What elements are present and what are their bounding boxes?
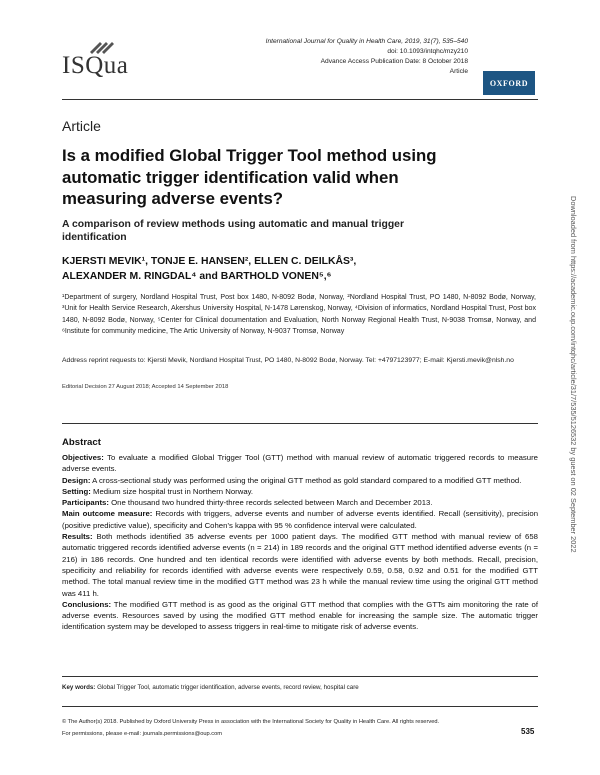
article-type-label: Article xyxy=(449,68,468,75)
paper-subtitle: A comparison of review methods using automatic and manual trigger identification xyxy=(62,219,404,243)
authors-line-2: ALEXANDER M. RINGDAL⁴ and BARTHOLD VONEN⁵,⁶ xyxy=(62,271,332,282)
reprint-address: Address reprint requests to: Kjersti Mevik, Nordland Hospital Trust, PO 1480, N-8092 Bodø, Norway. Tel: +4797123977; E-mail: Kjersti.mevik@nlsh.no xyxy=(62,357,514,364)
editorial-dates: Editorial Decision 27 August 2018; Accepted 14 September 2018 xyxy=(62,384,229,390)
advance-access-date: Advance Access Publication Date: 8 October 2018 xyxy=(320,58,468,65)
keywords-label: Key words: xyxy=(62,684,96,691)
copyright-line: © The Author(s) 2018. Published by Oxford University Press in association with the International Society for Quality in Health Care. All rights reserved. xyxy=(62,719,440,725)
footer-divider xyxy=(62,706,538,707)
oxford-badge: OXFORD xyxy=(483,71,535,95)
journal-citation: International Journal for Quality in Health Care, 2019, 31(7), 535–540 xyxy=(265,38,468,45)
abstract-design: Design: A cross-sectional study was performed using the original GTT method as gold standard compared to a modified GTT method. xyxy=(62,475,522,485)
affiliations: ¹Department of surgery, Nordland Hospital Trust, Post box 1480, N-8092 Bodø, Norway, ²Nordland Hospital Trust, PO 1480, N-8092 Bodø, Norway, ³Unit for Health Service Research, Akershus University Hospital, N-1478 Lørenskog, Norway, ⁴Division of informatics, Nordland Hospital Trust, Post box 1480, N-8092 Bodø, Norway, ⁵Center for Clinical documentation and Evaluation, North Norway Regional Health Trust, N-9038 Tromsø, Norway, and ⁶Institute for community medicine, The Artic University of Norway, N-9037 Tromsø, Norway xyxy=(62,294,536,335)
copyright-footer xyxy=(62,716,439,740)
isqua-logo xyxy=(62,40,142,88)
abstract-body xyxy=(62,452,538,633)
abstract-results: Results: Both methods identified 35 adverse events per 1000 patient days. The modified GTT method with manual review of 658 automatic triggered records identified adverse events (n = 214) in 189 records and the original GTT method identified adverse events (n = 216) in 186 records. One hundred and ten identical records were identified with adverse events by both methods. Recall, precision, specificity and reliability for records identified with adverse events were respectively 0.59, 0.58, 0.92 and 0.51 for the modified GTT method. The total manual review time in the modified GTT method was 23 h while the manual review time using the original GTT method was 411 h. xyxy=(62,532,538,598)
article-type-heading: Article xyxy=(62,118,101,134)
keywords xyxy=(62,684,359,691)
authors-line-1: KJERSTI MEVIK¹, TONJE E. HANSEN², ELLEN C. DEILKÅS³, xyxy=(62,256,357,267)
author-list xyxy=(62,254,482,284)
logo-text: ISQua xyxy=(62,52,129,79)
abstract-bottom-divider xyxy=(62,676,538,677)
permissions-line: For permissions, please e-mail: journals.permissions@oup.com xyxy=(62,731,223,737)
abstract-participants: Participants: One thousand two hundred thirty-three records selected between March and December 2013. xyxy=(62,498,433,508)
download-watermark: Downloaded from https://academic.oup.com/intqhc/article/31/7/535/5126532 by guest on 02 September 2022 xyxy=(569,196,578,553)
abstract-conclusions: Conclusions: The modified GTT method is as good as the original GTT method that complies with the GTTs aim monitoring the rate of adverse events. Resources saved by using the modified GTT method enable for increasing the sample size. The automatic trigger identification system may be developed to assess triggers in real-time to mitigate risk of adverse events. xyxy=(62,599,538,632)
doi-link[interactable]: doi: 10.1093/intqhc/mzy210 xyxy=(387,48,468,55)
paper-title: Is a modified Global Trigger Tool method using automatic trigger identification valid when measuring adverse events? xyxy=(62,146,437,208)
abstract-top-divider xyxy=(62,423,538,424)
keywords-list: Global Trigger Tool, automatic trigger identification, adverse events, record review, hospital care xyxy=(97,684,359,691)
page-number: 535 xyxy=(521,727,535,736)
abstract-objectives: Objectives: To evaluate a modified Global Trigger Tool (GTT) method with manual review of automatic triggered records to measure adverse events. xyxy=(62,453,538,474)
header-divider xyxy=(62,99,538,100)
abstract-heading: Abstract xyxy=(62,437,101,448)
abstract-setting: Setting: Medium size hospital trust in Northern Norway. xyxy=(62,486,254,496)
abstract-outcome: Main outcome measure: Records with triggers, adverse events and number of adverse events identified. Recall (sensitivity), precision (positive predictive value), specificity and Cohen’s kappa with 95 % confidence interval were calculated. xyxy=(62,509,539,530)
journal-info xyxy=(266,37,468,77)
